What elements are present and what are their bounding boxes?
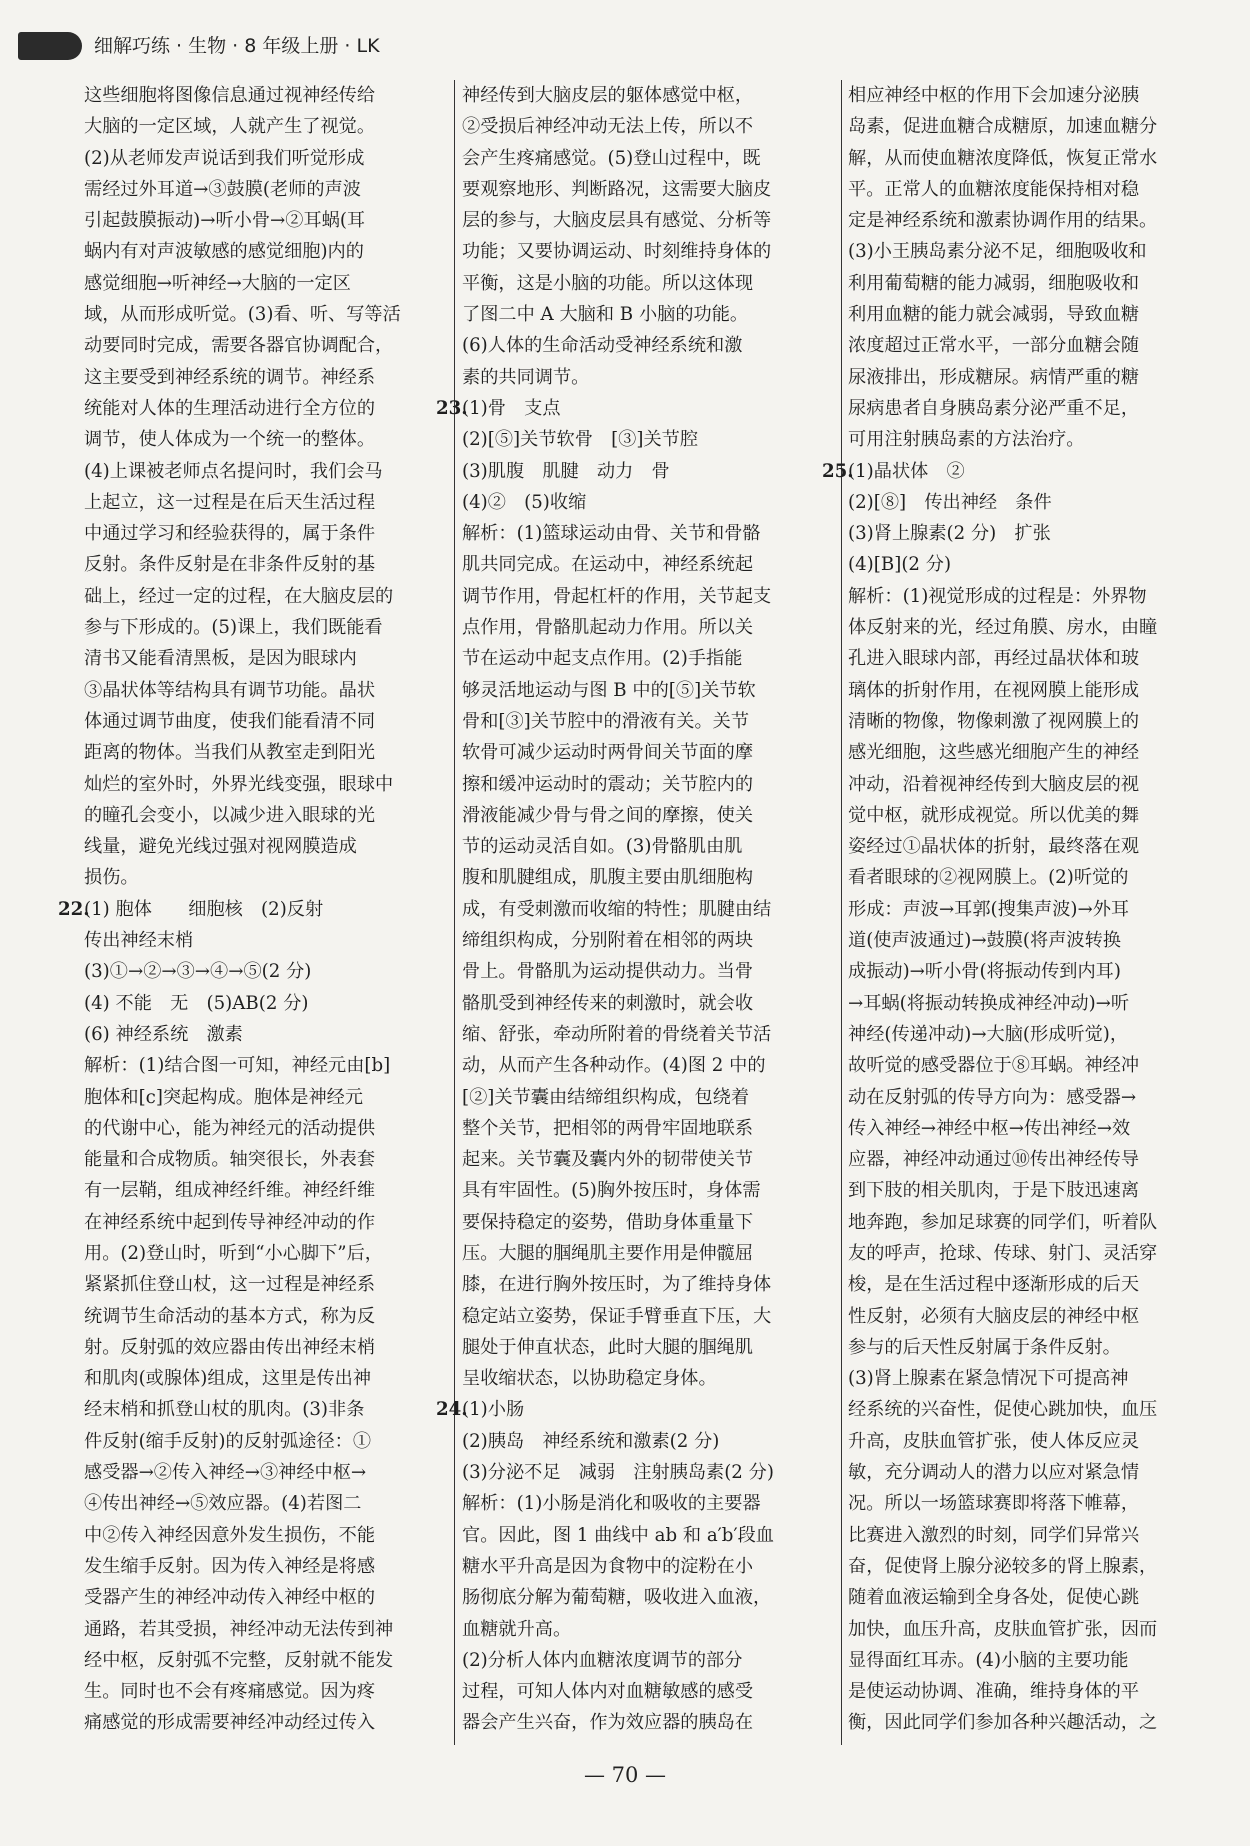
text-column-1 [58, 80, 444, 1739]
text-line: 故听觉的感受器位于⑧耳蜗。神经冲 [848, 1055, 1140, 1077]
text-line: 敏，充分调动人的潜力以应对紧急情 [848, 1462, 1140, 1484]
text-line: (6) 神经系统 激素 [84, 1023, 243, 1045]
text-line: 骨上。骨骼肌为运动提供动力。当骨 [462, 961, 754, 983]
text-line: 过程，可知人体内对血糖敏感的感受 [462, 1681, 754, 1703]
text-line: 稳定站立姿势，保证手臂垂直下压，大 [462, 1305, 772, 1327]
text-line: 大脑的一定区域，人就产生了视觉。 [84, 116, 376, 138]
text-line: 够灵活地运动与图 B 中的[⑤]关节软 [462, 679, 756, 701]
text-line: 尿病患者自身胰岛素分泌严重不足， [848, 397, 1140, 419]
text-line: 通路，若其受损，神经冲动无法传到神 [84, 1618, 394, 1640]
text-line: 了图二中 A 大脑和 B 小脑的功能。 [462, 304, 749, 326]
header-tab-decoration [18, 32, 82, 60]
text-line: 经中枢，反射弧不完整，反射就不能发 [84, 1649, 394, 1671]
text-line: 姿经过①晶状体的折射，最终落在观 [848, 836, 1140, 858]
text-line: 平。正常人的血糖浓度能保持相对稳 [848, 178, 1140, 200]
text-line: 点作用，骨骼肌起动力作用。所以关 [462, 617, 754, 639]
text-line: 腿处于伸直状态，此时大腿的腘绳肌 [462, 1336, 754, 1358]
text-line: 缩、舒张，牵动所附着的骨绕着关节活 [462, 1023, 772, 1045]
text-line: 血糖就升高。 [462, 1618, 572, 1640]
text-line: 动在反射弧的传导方向为：感受器→ [848, 1086, 1137, 1108]
text-line: 随着血液运输到全身各处，促使心跳 [848, 1587, 1140, 1609]
text-line: (4)上课被老师点名提问时，我们会马 [84, 460, 383, 482]
text-line: 线量，避免光线过强对视网膜造成 [84, 836, 357, 858]
text-line: 神经传到大脑皮层的躯体感觉中枢， [462, 85, 754, 106]
text-line: 道(使声波通过)→鼓膜(将声波转换 [848, 930, 1121, 952]
text-line: 官。因此，图 1 曲线中 ab 和 a′b′段血 [462, 1524, 774, 1546]
text-line: 平衡，这是小脑的功能。所以这体现 [462, 272, 754, 294]
text-line: 压。大腿的腘绳肌主要作用是伸髋屈 [462, 1242, 754, 1264]
text-line: 这些细胞将图像信息通过视神经传给 [84, 85, 376, 106]
text-line: 骼肌受到神经传来的刺激时，就会收 [462, 992, 754, 1014]
text-line: 衡，因此同学们参加各种兴趣活动，之 [848, 1712, 1158, 1734]
text-line: 的代谢中心，能为神经元的活动提供 [84, 1117, 376, 1139]
text-line: 膝，在进行胸外按压时，为了维持身体 [462, 1274, 772, 1296]
text-line [822, 456, 1213, 487]
text-line: 参与的后天性反射属于条件反射。 [848, 1336, 1121, 1358]
text-line: 冲动，沿着视神经传到大脑皮层的视 [848, 773, 1140, 795]
text-line: [②]关节囊由结缔组织构成，包绕着 [462, 1086, 750, 1108]
text-line: 软骨可减少运动时两骨间关节面的摩 [462, 742, 754, 764]
text-line: (2)[⑤]关节软骨 [③]关节腔 [462, 429, 699, 451]
text-line: 擦和缓冲运动时的震动；关节腔内的 [462, 773, 754, 795]
text-line: 层的参与，大脑皮层具有感觉、分析等 [462, 210, 772, 232]
text-line [436, 1394, 837, 1425]
text-line: 解，从而使血糖浓度降低，恢复正常水 [848, 147, 1158, 169]
text-line: ④传出神经→⑤效应器。(4)若图二 [84, 1493, 362, 1515]
text-line: 肌共同完成。在运动中，神经系统起 [462, 554, 754, 576]
column-divider-1 [454, 80, 455, 1745]
text-line: 础上，经过一定的过程，在大脑皮层的 [84, 585, 394, 607]
text-line: (6)人体的生命活动受神经系统和激 [462, 335, 743, 357]
text-line: 统调节生命活动的基本方式，称为反 [84, 1305, 376, 1327]
text-line: 整个关节，把相邻的两骨牢固地联系 [462, 1117, 754, 1139]
text-column-3 [822, 80, 1213, 1739]
text-line: →耳蜗(将振动转换成神经冲动)→听 [848, 992, 1130, 1014]
text-line: 的瞳孔会变小，以减少进入眼球的光 [84, 804, 376, 826]
text-line: 解析：(1)结合图一可知，神经元由[b] [84, 1055, 391, 1077]
text-line: 定是神经系统和激素协调作用的结果。 [848, 210, 1158, 232]
header-title: 细解巧练 · 生物 · 8 年级上册 · LK [94, 35, 380, 57]
text-line: 会产生疼痛感觉。(5)登山过程中，既 [462, 147, 761, 169]
question-number: 24. [436, 1399, 468, 1421]
text-line: 功能；又要协调运动、时刻维持身体的 [462, 241, 772, 263]
text-line: 中②传入神经因意外发生损伤，不能 [84, 1524, 376, 1546]
text-line: 利用血糖的能力就会减弱，导致血糖 [848, 304, 1140, 326]
text-line: (3)肾上腺素在紧急情况下可提高神 [848, 1368, 1129, 1390]
question-answer: (1)小肠 [462, 1399, 525, 1421]
page-header [18, 26, 1232, 66]
text-line: (3)肾上腺素(2 分) 扩张 [848, 523, 1051, 545]
text-line: 友的呼声，抢球、传球、射门、灵活穿 [848, 1242, 1158, 1264]
text-line: 地奔跑，参加足球赛的同学们，听着队 [848, 1211, 1158, 1233]
text-line: 用。(2)登山时，听到“小心脚下”后， [84, 1242, 383, 1264]
text-line: 浓度超过正常水平，一部分血糖会随 [848, 335, 1140, 357]
text-line: (2)分析人体内血糖浓度调节的部分 [462, 1649, 743, 1671]
text-line: (4)② (5)收缩 [462, 491, 587, 513]
text-line: 解析：(1)篮球运动由骨、关节和骨骼 [462, 523, 761, 545]
text-line: 距离的物体。当我们从教室走到阳光 [84, 742, 376, 764]
text-line: 受器产生的神经冲动传入神经中枢的 [84, 1587, 376, 1609]
text-line [436, 393, 837, 424]
text-line: 胞体和[c]突起构成。胞体是神经元 [84, 1086, 364, 1108]
text-line: 经系统的兴奋性，促使心跳加快，血压 [848, 1399, 1158, 1421]
text-line: 尿液排出，形成糖尿。病情严重的糖 [848, 366, 1140, 388]
text-line: 岛素，促进血糖合成糖原，加速血糖分 [848, 116, 1158, 138]
text-line: 调节，使人体成为一个统一的整体。 [84, 429, 376, 451]
text-line: 灿烂的室外时，外界光线变强，眼球中 [84, 773, 394, 795]
text-line: 传出神经末梢 [84, 930, 194, 952]
text-line: 要保持稳定的姿势，借助身体重量下 [462, 1211, 754, 1233]
text-line: 清晰的物像，物像刺激了视网膜上的 [848, 710, 1140, 732]
text-line: 可用注射胰岛素的方法治疗。 [848, 429, 1085, 451]
text-line: 到下肢的相关肌肉，于是下肢迅速离 [848, 1180, 1140, 1202]
text-line [58, 894, 444, 925]
text-line: 是使运动协调、准确，维持身体的平 [848, 1681, 1140, 1703]
text-line: 滑液能减少骨与骨之间的摩擦，使关 [462, 804, 754, 826]
text-line: (4)[B](2 分) [848, 554, 952, 576]
text-line: 和肌肉(或腺体)组成，这里是传出神 [84, 1368, 372, 1390]
text-line: 动要同时完成，需要各器官协调配合， [84, 335, 394, 357]
text-line: 梭，是在生活过程中逐渐形成的后天 [848, 1274, 1140, 1296]
question-answer: (1)晶状体 ② [848, 460, 965, 482]
text-line: 经末梢和抓登山杖的肌肉。(3)非条 [84, 1399, 365, 1421]
text-line: 有一层鞘，组成神经纤维。神经纤维 [84, 1180, 376, 1202]
text-line: (3)肌腹 肌腱 动力 骨 [462, 460, 670, 482]
text-line: 成，有受刺激而收缩的特性；肌腱由结 [462, 898, 772, 920]
text-line: 神经(传递冲动)→大脑(形成听觉)， [848, 1023, 1129, 1045]
text-line: (3)①→②→③→④→⑤(2 分) [84, 961, 312, 983]
text-line: 痛感觉的形成需要神经冲动经过传入 [84, 1712, 376, 1734]
text-line: (3)小王胰岛素分泌不足，细胞吸收和 [848, 241, 1147, 263]
text-line: 素的共同调节。 [462, 366, 590, 388]
question-number: 23. [436, 397, 468, 419]
question-number: 22. [58, 898, 90, 920]
text-line: (2)从老师发声说话到我们听觉形成 [84, 147, 365, 169]
text-line: 损伤。 [84, 867, 139, 889]
text-line: 况。所以一场篮球赛即将落下帷幕， [848, 1493, 1140, 1515]
question-answer: (1) 胞体 细胞核 (2)反射 [84, 898, 324, 920]
text-line: 看者眼球的②视网膜上。(2)听觉的 [848, 867, 1129, 889]
text-line: 解析：(1)视觉形成的过程是：外界物 [848, 585, 1147, 607]
question-answer: (1)骨 支点 [462, 397, 561, 419]
text-line: 肠彻底分解为葡萄糖，吸收进入血液， [462, 1587, 772, 1609]
text-line: 呈收缩状态，以协助稳定身体。 [462, 1368, 717, 1390]
text-line: (2)[⑧] 传出神经 条件 [848, 491, 1052, 513]
text-line: 加快，血压升高，皮肤血管扩张，因而 [848, 1618, 1158, 1640]
text-line: 缔组织构成，分别附着在相邻的两块 [462, 930, 754, 952]
text-line: 能量和合成物质。轴突很长，外表套 [84, 1149, 376, 1171]
text-line: 动，从而产生各种动作。(4)图 2 中的 [462, 1055, 766, 1077]
text-line: 奋，促使肾上腺分泌较多的肾上腺素， [848, 1555, 1158, 1577]
text-line: 参与下形成的。(5)课上，我们既能看 [84, 617, 383, 639]
text-line: 性反射，必须有大脑皮层的神经中枢 [848, 1305, 1140, 1327]
text-line: (2)胰岛 神经系统和激素(2 分) [462, 1430, 720, 1452]
text-line: 射。反射弧的效应器由传出神经末梢 [84, 1336, 376, 1358]
text-line: 起来。关节囊及囊内外的韧带使关节 [462, 1149, 754, 1171]
text-line: 骨和[③]关节腔中的滑液有关。关节 [462, 710, 750, 732]
text-line: 感受器→②传入神经→③神经中枢→ [84, 1462, 367, 1484]
text-line: 紧紧抓住登山杖，这一过程是神经系 [84, 1274, 376, 1296]
question-number: 25. [822, 460, 854, 482]
text-line: 孔进入眼球内部，再经过晶状体和玻 [848, 648, 1140, 670]
text-line: 件反射(缩手反射)的反射弧途径：① [84, 1430, 372, 1452]
text-line: 清书又能看清黑板，是因为眼球内 [84, 648, 357, 670]
text-line: 利用葡萄糖的能力减弱，细胞吸收和 [848, 272, 1140, 294]
text-line: 节的运动灵活自如。(3)骨骼肌由肌 [462, 836, 743, 858]
text-line: 感光细胞，这些感光细胞产生的神经 [848, 742, 1140, 764]
page-number: — 70 — [583, 1763, 667, 1787]
text-line: (4) 不能 无 (5)AB(2 分) [84, 992, 309, 1014]
text-line: 比赛进入激烈的时刻，同学们异常兴 [848, 1524, 1140, 1546]
text-line: 显得面红耳赤。(4)小脑的主要功能 [848, 1649, 1129, 1671]
text-line: 发生缩手反射。因为传入神经是将感 [84, 1555, 376, 1577]
text-line: 需经过外耳道→③鼓膜(老师的声波 [84, 178, 361, 200]
text-line: 应器，神经冲动通过⑩传出神经传导 [848, 1149, 1140, 1171]
text-line: 成振动)→听小骨(将振动传到内耳) [848, 961, 1121, 983]
text-line: 传入神经→神经中枢→传出神经→效 [848, 1117, 1131, 1139]
text-line: 解析：(1)小肠是消化和吸收的主要器 [462, 1493, 761, 1515]
text-line: 觉中枢，就形成视觉。所以优美的舞 [848, 804, 1140, 826]
text-line: 璃体的折射作用，在视网膜上能形成 [848, 679, 1140, 701]
text-line: 这主要受到神经系统的调节。神经系 [84, 366, 376, 388]
text-line: 具有牢固性。(5)胸外按压时，身体需 [462, 1180, 761, 1202]
text-line: 器会产生兴奋，作为效应器的胰岛在 [462, 1712, 754, 1734]
text-line: 节在运动中起支点作用。(2)手指能 [462, 648, 743, 670]
text-line: 引起鼓膜振动)→听小骨→②耳蜗(耳 [84, 210, 366, 232]
text-line: 域，从而形成听觉。(3)看、听、写等活 [84, 304, 401, 326]
text-line: 调节作用，骨起杠杆的作用，关节起支 [462, 585, 772, 607]
column-divider-2 [841, 80, 842, 1745]
text-line: 统能对人体的生理活动进行全方位的 [84, 397, 376, 419]
text-line: 在神经系统中起到传导神经冲动的作 [84, 1211, 376, 1233]
text-line: ②受损后神经冲动无法上传，所以不 [462, 116, 754, 138]
text-line: 体反射来的光，经过角膜、房水，由瞳 [848, 617, 1158, 639]
text-line: 升高，皮肤血管扩张，使人体反应灵 [848, 1430, 1140, 1452]
text-line: 体通过调节曲度，使我们能看清不同 [84, 710, 376, 732]
text-line: 要观察地形、判断路况，这需要大脑皮 [462, 178, 772, 200]
text-line: 上起立，这一过程是在后天生活过程 [84, 491, 376, 513]
text-line: 中通过学习和经验获得的，属于条件 [84, 523, 376, 545]
text-line: 反射。条件反射是在非条件反射的基 [84, 554, 376, 576]
text-line: 感觉细胞→听神经→大脑的一定区 [84, 272, 351, 294]
text-line: (3)分泌不足 减弱 注射胰岛素(2 分) [462, 1462, 774, 1484]
text-line: 形成：声波→耳郭(搜集声波)→外耳 [848, 898, 1130, 920]
text-line: ③晶状体等结构具有调节功能。晶状 [84, 679, 376, 701]
text-column-2 [436, 80, 837, 1739]
text-line: 相应神经中枢的作用下会加速分泌胰 [848, 85, 1140, 106]
text-line: 糖水平升高是因为食物中的淀粉在小 [462, 1555, 754, 1577]
text-line: 蜗内有对声波敏感的感觉细胞)内的 [84, 241, 364, 263]
text-line: 腹和肌腱组成，肌腹主要由肌细胞构 [462, 867, 754, 889]
text-line: 生。同时也不会有疼痛感觉。因为疼 [84, 1681, 376, 1703]
